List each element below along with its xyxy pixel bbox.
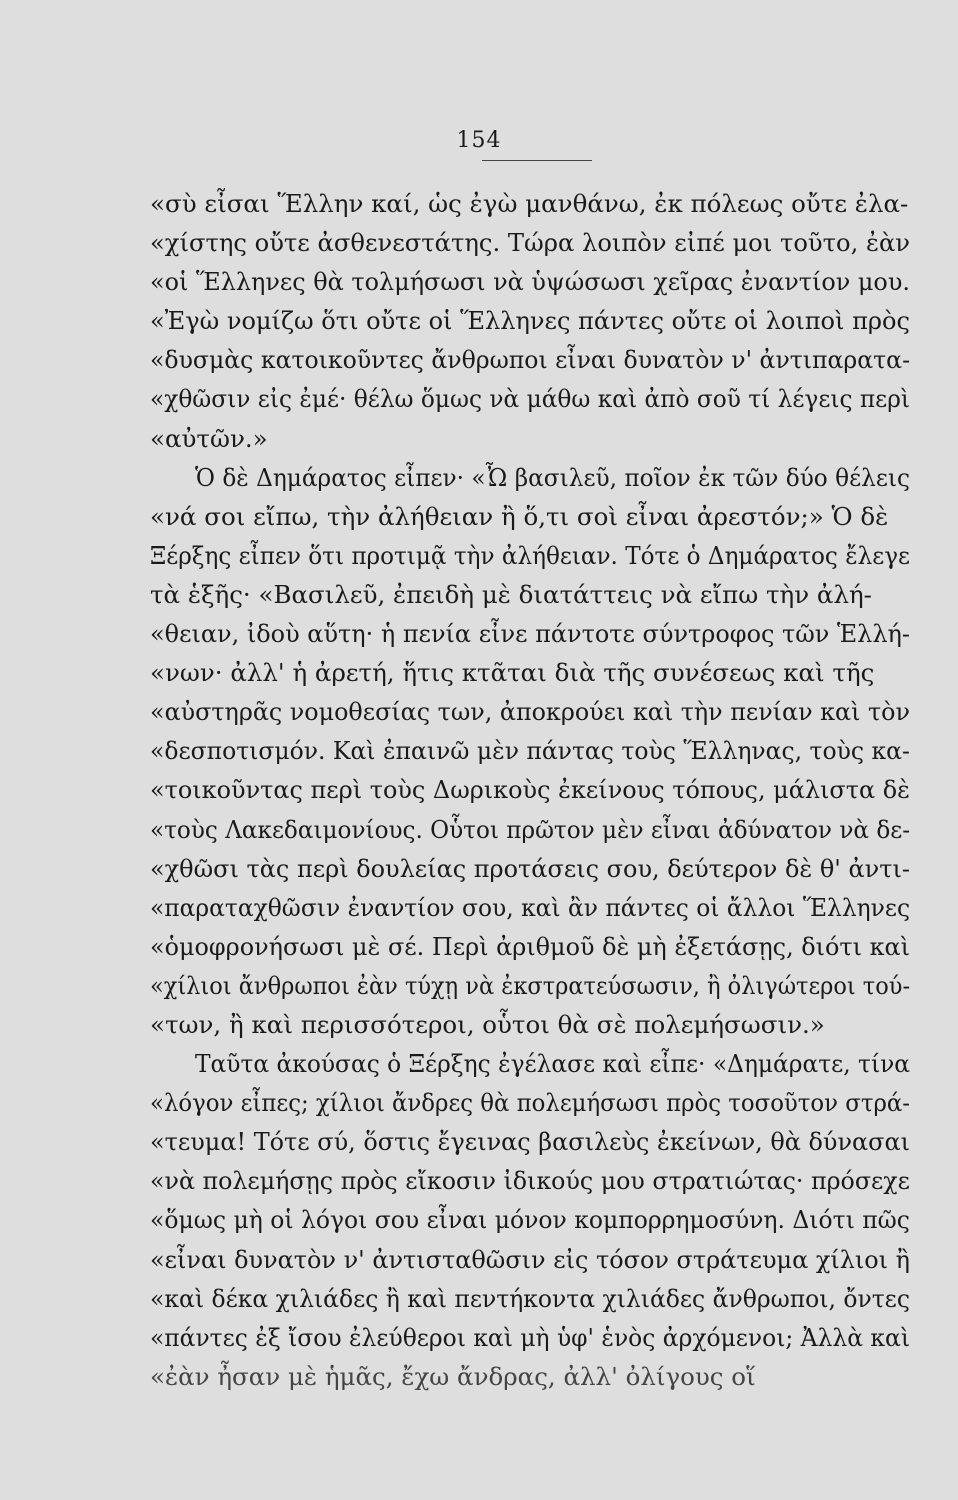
page-number: 154: [456, 128, 502, 153]
text-line: Ταῦτα ἀκούσας ὁ Ξέρξης ἐγέλασε καὶ εἶπε· «Δημάρατε, τίνα: [195, 1049, 910, 1079]
text-line: «δεσποτισμόν. Καὶ ἐπαινῶ μὲν πάντας τοὺς Ἕλληνας, τοὺς κα-: [150, 736, 910, 766]
text-line: «λόγον εἶπες; χίλιοι ἄνδρες θὰ πολεμήσωσι πρὸς τοσοῦτον στρά-: [150, 1088, 910, 1118]
text-line: «ἐὰν ἦσαν μὲ ἡμᾶς, ἔχω ἄνδρας, ἀλλ' ὀλίγους οἵ: [150, 1361, 756, 1391]
text-line: «χθῶσιν εἰς ἐμέ· θέλω ὅμως νὰ μάθω καὶ ἀπὸ σοῦ τί λέγεις περὶ: [150, 384, 910, 414]
text-line: «ὅμως μὴ οἱ λόγοι σου εἶναι μόνον κομπορρημοσύνη. Διότι πῶς: [150, 1205, 910, 1235]
text-line: «νων· ἀλλ' ἡ ἀρετή, ἥτις κτᾶται διὰ τῆς συνέσεως καὶ τῆς: [150, 658, 875, 688]
text-line: «αὐτῶν.»: [150, 423, 268, 453]
text-line: «νὰ πολεμήσῃς πρὸς εἴκοσιν ἰδικούς μου στρατιώτας· πρόσεχε: [150, 1166, 910, 1196]
text-line: «σὺ εἶσαι Ἕλλην καί, ὡς ἐγὼ μανθάνω, ἐκ πόλεως οὔτε ἐλα-: [150, 189, 909, 218]
text-line: «καὶ δέκα χιλιάδες ἢ καὶ πεντήκοντα χιλιάδες ἄνθρωποι, ὄντες: [150, 1283, 910, 1313]
text-line: «δυσμὰς κατοικοῦντες ἄνθρωποι εἶναι δυνατὸν ν' ἀντιπαρατα-: [150, 345, 910, 375]
text-line: Ξέρξης εἶπεν ὅτι προτιμᾷ τὴν ἀλήθειαν. Τότε ὁ Δημάρατος ἔλεγε: [150, 540, 910, 570]
page-number-rule: [482, 160, 592, 161]
text-line: «Ἐγὼ νομίζω ὅτι οὔτε οἱ Ἕλληνες πάντες οὔτε οἱ λοιποὶ πρὸς: [150, 306, 910, 336]
text-line: «χίλιοι ἄνθρωποι ἐὰν τύχῃ νὰ ἐκστρατεύσωσιν, ἢ ὀλιγώτεροι τού-: [150, 970, 910, 1000]
text-line: «χθῶσι τὰς περὶ δουλείας προτάσεις σου, δεύτερον δὲ θ' ἀντι-: [150, 853, 910, 883]
body-text: [150, 184, 910, 1396]
text-line: «νά σοι εἴπω, τὴν ἀλήθειαν ἢ ὅ,τι σοὶ εἶναι ἀρεστόν;» Ὁ δὲ: [150, 501, 889, 531]
text-line: «τοικοῦντας περὶ τοὺς Δωρικοὺς ἐκείνους τόπους, μάλιστα δὲ: [150, 775, 910, 805]
text-line: «αὐστηρᾶς νομοθεσίας των, ἀποκρούει καὶ τὴν πενίαν καὶ τὸν: [150, 697, 910, 727]
text-line: Ὁ δὲ Δημάρατος εἶπεν· «Ὦ βασιλεῦ, ποῖον ἐκ τῶν δύο θέλεις: [195, 462, 910, 492]
text-line: «των, ἢ καὶ περισσότεροι, οὗτοι θὰ σὲ πολεμήσωσιν.»: [150, 1009, 825, 1039]
text-line: «εἶναι δυνατὸν ν' ἀντισταθῶσιν εἰς τόσον στράτευμα χίλιοι ἢ: [150, 1244, 910, 1274]
text-line: «τευμα! Τότε σύ, ὅστις ἔγεινας βασιλεὺς ἐκείνων, θὰ δύνασαι: [150, 1127, 910, 1157]
text-line: «παραταχθῶσιν ἐναντίον σου, καὶ ἂν πάντες οἱ ἄλλοι Ἕλληνες: [150, 892, 910, 922]
text-line: «τοὺς Λακεδαιμονίους. Οὗτοι πρῶτον μὲν εἶναι ἀδύνατον νὰ δε-: [150, 814, 910, 844]
text-line: «ὁμοφρονήσωσι μὲ σέ. Περὶ ἀριθμοῦ δὲ μὴ ἐξετάσῃς, διότι καὶ: [150, 931, 910, 961]
text-line: «θειαν, ἰδοὺ αὕτη· ἡ πενία εἶνε πάντοτε σύντροφος τῶν Ἑλλή-: [150, 619, 910, 649]
text-line: «χίστης οὔτε ἀσθενεστάτης. Τώρα λοιπὸν εἰπέ μοι τοῦτο, ἐὰν: [150, 228, 910, 258]
text-line: «πάντες ἐξ ἴσου ἐλεύθεροι καὶ μὴ ὑφ' ἑνὸς ἀρχόμενοι; Ἀλλὰ καὶ: [150, 1322, 910, 1352]
text-line: τὰ ἑξῆς· «Βασιλεῦ, ἐπειδὴ μὲ διατάττεις νὰ εἴπω τὴν ἀλή-: [150, 579, 872, 609]
text-line: «οἱ Ἕλληνες θὰ τολμήσωσι νὰ ὑψώσωσι χεῖρας ἐναντίον μου.: [150, 267, 910, 297]
